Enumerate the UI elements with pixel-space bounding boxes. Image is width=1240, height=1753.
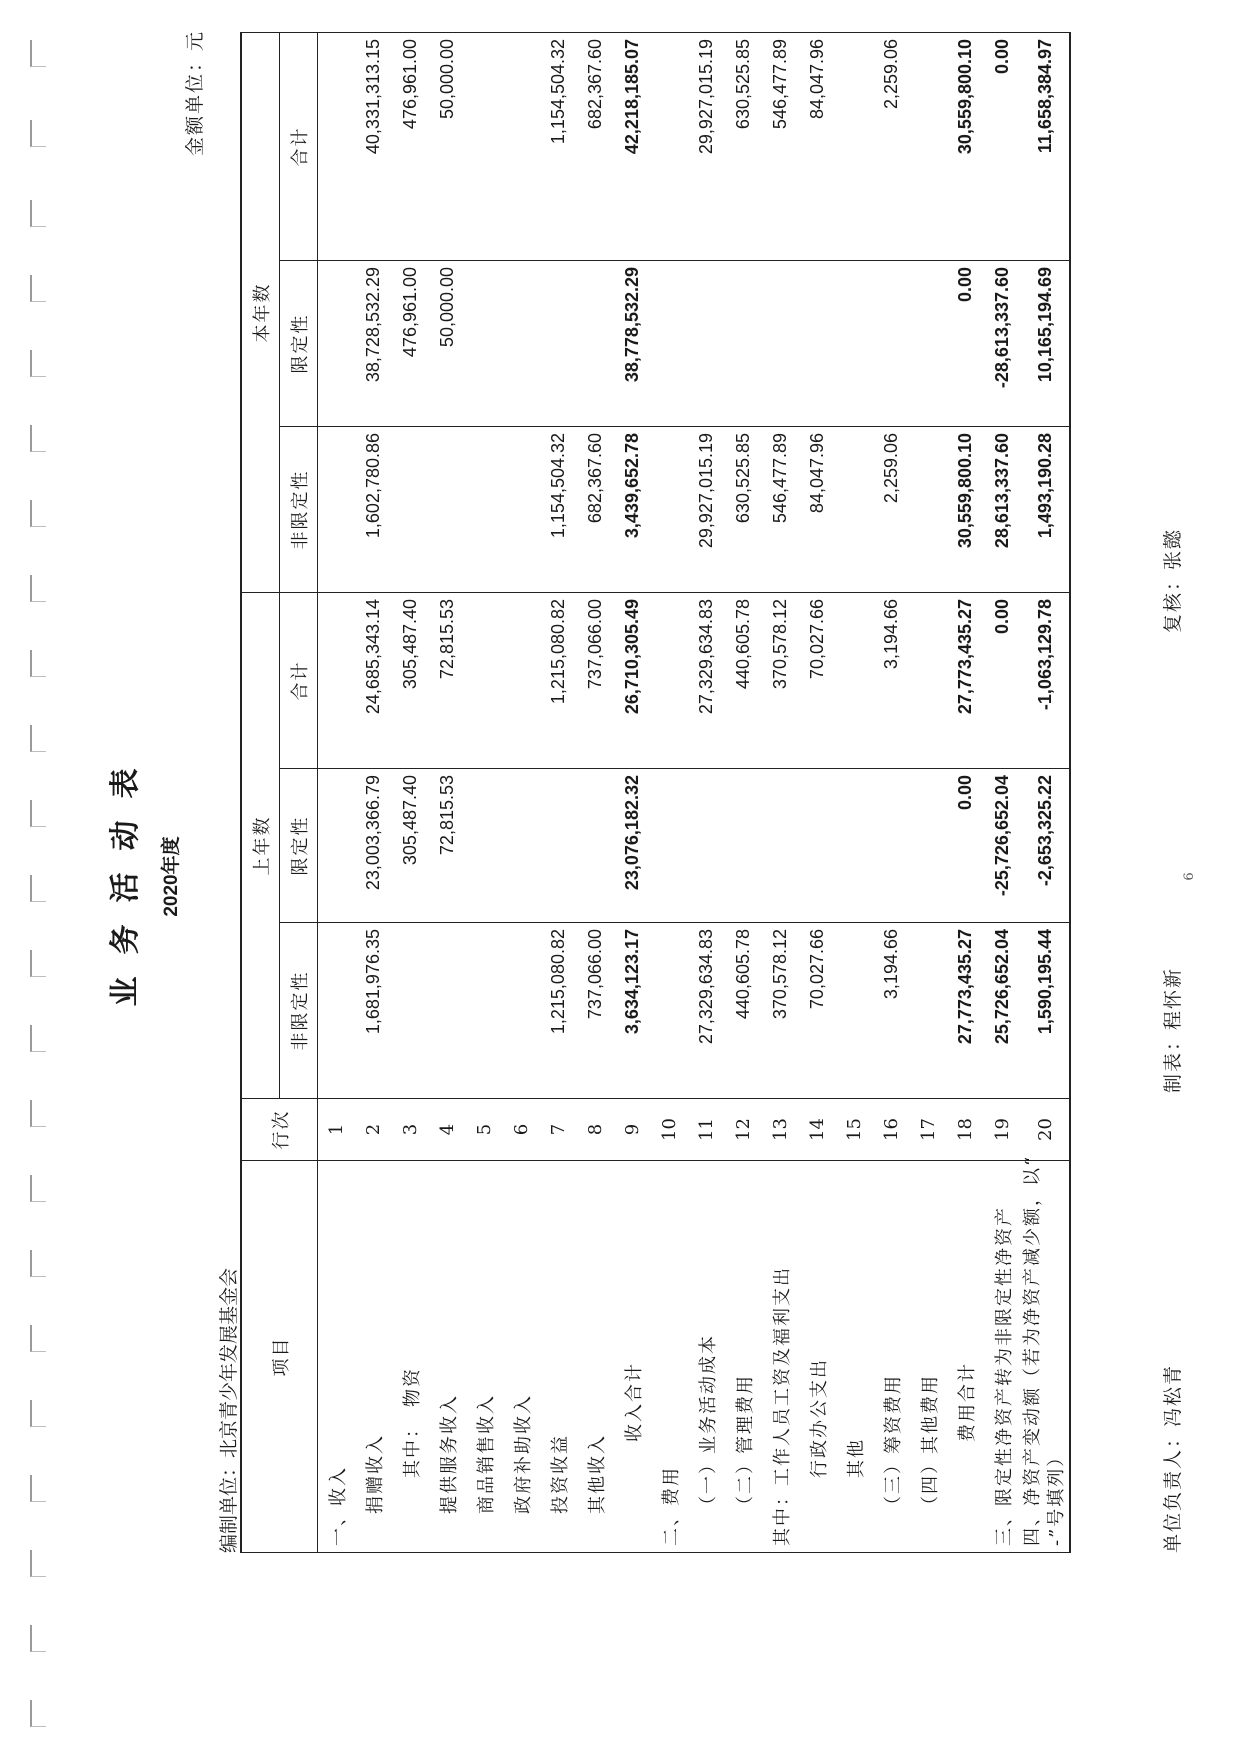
prev-total-cell: 3,194.66 [873,592,910,768]
curr-unrestricted-cell [503,426,540,592]
curr-restricted-cell: 476,961.00 [392,260,429,426]
curr-total-cell [503,32,540,260]
curr-restricted-cell [577,260,614,426]
prev-restricted-cell [577,769,614,923]
row-item: 收入合计 [614,1161,651,1553]
table-row [799,32,836,1552]
curr-unrestricted-cell: 28,613,337.60 [984,426,1021,592]
row-item: 其中：工作人员工资及福利支出 [762,1161,799,1553]
curr-total-cell [466,32,503,260]
table-row [1021,32,1070,1552]
row-line-no: 9 [614,1099,651,1161]
curr-total-cell: 0.00 [984,32,1021,260]
prev-total-cell: 440,605.78 [725,592,762,768]
prev-total-cell: 1,215,080.82 [540,592,577,768]
curr-restricted-cell: 0.00 [947,260,984,426]
curr-unrestricted-cell [910,426,947,592]
curr-total-cell: 40,331,313.15 [355,32,392,260]
prev-restricted-cell [318,769,356,923]
prev-total-cell: 0.00 [984,592,1021,768]
curr-unrestricted-cell: 682,367.60 [577,426,614,592]
prev-restricted-cell [725,769,762,923]
row-line-no: 17 [910,1099,947,1161]
curr-restricted-cell [725,260,762,426]
prev-unrestricted-cell [503,923,540,1099]
header-prev-restricted: 限定性 [280,769,318,923]
table-row-total [614,32,651,1552]
prev-unrestricted-cell: 3,194.66 [873,923,910,1099]
curr-total-cell: 84,047.96 [799,32,836,260]
prev-restricted-cell: 72,815.53 [429,769,466,923]
curr-restricted-cell [540,260,577,426]
row-item: 费用合计 [947,1161,984,1553]
prev-total-cell: -1,063,129.78 [1021,592,1070,768]
row-item: 三、限定性净资产转为非限定性净资产 [984,1161,1021,1553]
table-row [873,32,910,1552]
curr-total-cell [910,32,947,260]
header-curr-restricted: 限定性 [280,260,318,426]
prev-total-cell: 737,066.00 [577,592,614,768]
header-prev-unrestricted: 非限定性 [280,923,318,1099]
row-item: （三）筹资费用 [873,1161,910,1553]
prev-unrestricted-cell: 27,773,435.27 [947,923,984,1099]
prev-unrestricted-cell [318,923,356,1099]
table-row [503,32,540,1552]
row-item: 商品销售收入 [466,1161,503,1553]
curr-unrestricted-cell: 3,439,652.78 [614,426,651,592]
signature-reviewer: 复核：张懿 [1162,527,1184,633]
report-year: 2020年度 [161,836,182,917]
curr-unrestricted-cell: 546,477.89 [762,426,799,592]
curr-total-cell: 11,658,384.97 [1021,32,1070,260]
row-item: （四）其他费用 [910,1161,947,1553]
row-item: 其他 [836,1161,873,1553]
row-line-no: 15 [836,1099,873,1161]
curr-restricted-cell [318,260,356,426]
header-curr-unrestricted: 非限定性 [280,426,318,592]
row-item: 其中： 物资 [392,1161,429,1553]
table-row [762,32,799,1552]
curr-unrestricted-cell: 84,047.96 [799,426,836,592]
table-row [725,32,762,1552]
prev-unrestricted-cell: 27,329,634.83 [688,923,725,1099]
curr-total-cell: 476,961.00 [392,32,429,260]
prev-unrestricted-cell: 440,605.78 [725,923,762,1099]
curr-unrestricted-cell: 29,927,015.19 [688,426,725,592]
prev-restricted-cell [651,769,688,923]
curr-unrestricted-cell: 1,493,190.28 [1021,426,1070,592]
curr-unrestricted-cell: 30,559,800.10 [947,426,984,592]
signature-unit-head: 单位负责人：冯松青 [1162,1363,1184,1553]
curr-restricted-cell [836,260,873,426]
row-line-no: 5 [466,1099,503,1161]
curr-unrestricted-cell: 1,154,504.32 [540,426,577,592]
curr-unrestricted-cell [651,426,688,592]
prev-total-cell [836,592,873,768]
curr-restricted-cell: 38,778,532.29 [614,260,651,426]
prev-restricted-cell: 23,076,182.32 [614,769,651,923]
row-item: 其他收入 [577,1161,614,1553]
prev-total-cell: 24,685,343.14 [355,592,392,768]
row-item: 捐赠收入 [355,1161,392,1553]
table-row [577,32,614,1552]
table-row [318,32,356,1552]
curr-restricted-cell: 10,165,194.69 [1021,260,1070,426]
prev-total-cell [466,592,503,768]
row-line-no: 13 [762,1099,799,1161]
row-item-line2: -”号填列） [1046,1446,1067,1546]
curr-restricted-cell [910,260,947,426]
row-line-no: 7 [540,1099,577,1161]
prev-unrestricted-cell [466,923,503,1099]
header-curr-year: 本年数 [241,32,280,592]
prev-unrestricted-cell: 737,066.00 [577,923,614,1099]
curr-restricted-cell [688,260,725,426]
row-line-no: 14 [799,1099,836,1161]
header-line-no: 行次 [241,1099,318,1161]
row-line-no: 1 [318,1099,356,1161]
row-line-no: 16 [873,1099,910,1161]
curr-unrestricted-cell: 1,602,780.86 [355,426,392,592]
row-line-no: 12 [725,1099,762,1161]
row-line-no: 10 [651,1099,688,1161]
curr-restricted-cell [762,260,799,426]
curr-unrestricted-cell [429,426,466,592]
curr-restricted-cell [503,260,540,426]
prev-unrestricted-cell: 25,726,652.04 [984,923,1021,1099]
curr-unrestricted-cell [392,426,429,592]
prev-total-cell: 26,710,305.49 [614,592,651,768]
row-item: 提供服务收入 [429,1161,466,1553]
prev-unrestricted-cell: 370,578.12 [762,923,799,1099]
table-row [688,32,725,1552]
table-row [910,32,947,1552]
table-row-total [947,32,984,1552]
table-header [241,32,318,1552]
prev-unrestricted-cell: 70,027.66 [799,923,836,1099]
curr-total-cell: 29,927,015.19 [688,32,725,260]
prev-total-cell [318,592,356,768]
prev-restricted-cell [688,769,725,923]
table-row [392,32,429,1552]
curr-total-cell: 682,367.60 [577,32,614,260]
curr-total-cell: 42,218,185.07 [614,32,651,260]
row-item: 二、费用 [651,1161,688,1553]
prev-total-cell: 370,578.12 [762,592,799,768]
curr-total-cell: 2,259.06 [873,32,910,260]
curr-total-cell: 630,525.85 [725,32,762,260]
curr-restricted-cell: 38,728,532.29 [355,260,392,426]
curr-restricted-cell [873,260,910,426]
curr-unrestricted-cell: 2,259.06 [873,426,910,592]
row-line-no: 6 [503,1099,540,1161]
prev-total-cell [651,592,688,768]
header-prev-total: 合计 [280,592,318,768]
row-item: 政府补助收入 [503,1161,540,1553]
curr-unrestricted-cell: 630,525.85 [725,426,762,592]
curr-restricted-cell: -28,613,337.60 [984,260,1021,426]
row-line-no: 20 [1021,1099,1070,1161]
row-line-no: 3 [392,1099,429,1161]
row-item: （二）管理费用 [725,1161,762,1553]
table-row [466,32,503,1552]
prev-unrestricted-cell: 1,681,976.35 [355,923,392,1099]
prev-restricted-cell [503,769,540,923]
prev-restricted-cell [873,769,910,923]
row-line-no: 2 [355,1099,392,1161]
curr-total-cell [318,32,356,260]
curr-unrestricted-cell [318,426,356,592]
table-row [651,32,688,1552]
prev-restricted-cell [466,769,503,923]
prev-restricted-cell [762,769,799,923]
prev-total-cell: 27,773,435.27 [947,592,984,768]
prev-restricted-cell [910,769,947,923]
curr-total-cell: 546,477.89 [762,32,799,260]
row-item-line1: 四、净资产变动额（若为净资产减少额，以“ [1022,1154,1043,1546]
prev-restricted-cell: -25,726,652.04 [984,769,1021,923]
header-item: 项目 [241,1161,318,1553]
prev-unrestricted-cell [651,923,688,1099]
row-line-no: 8 [577,1099,614,1161]
prev-unrestricted-cell [429,923,466,1099]
prev-total-cell: 70,027.66 [799,592,836,768]
row-item: 投资收益 [540,1161,577,1553]
table-row [540,32,577,1552]
prev-total-cell [910,592,947,768]
prev-unrestricted-cell: 1,590,195.44 [1021,923,1070,1099]
row-item: （一）业务活动成本 [688,1161,725,1553]
page-number: 6 [1182,872,1197,881]
curr-unrestricted-cell [836,426,873,592]
table-row [836,32,873,1552]
prev-unrestricted-cell: 3,634,123.17 [614,923,651,1099]
row-item [1021,1154,1070,1553]
prev-unrestricted-cell [836,923,873,1099]
curr-restricted-cell [651,260,688,426]
currency-unit: 金额单位：元 [184,30,206,157]
prev-total-cell: 27,329,634.83 [688,592,725,768]
signature-preparer: 制表：程怀新 [1162,966,1184,1093]
prev-total-cell: 305,487.40 [392,592,429,768]
row-line-no: 4 [429,1099,466,1161]
prev-restricted-cell: 305,487.40 [392,769,429,923]
row-item: 行政办公支出 [799,1161,836,1553]
reporting-organization: 编制单位：北京青少年发展基金会 [218,1267,240,1553]
table-row [355,32,392,1552]
table-row [429,32,466,1552]
prev-unrestricted-cell: 1,215,080.82 [540,923,577,1099]
curr-total-cell [651,32,688,260]
prev-total-cell: 72,815.53 [429,592,466,768]
header-curr-total: 合计 [280,32,318,260]
row-line-no: 19 [984,1099,1021,1161]
curr-restricted-cell: 50,000.00 [429,260,466,426]
prev-restricted-cell: -2,653,325.22 [1021,769,1070,923]
curr-total-cell: 50,000.00 [429,32,466,260]
report-title: 业务活动表 [108,746,143,1007]
prev-restricted-cell: 23,003,366.79 [355,769,392,923]
prev-restricted-cell [799,769,836,923]
curr-total-cell: 30,559,800.10 [947,32,984,260]
row-item: 一、收入 [318,1161,356,1553]
curr-restricted-cell [466,260,503,426]
row-line-no: 11 [688,1099,725,1161]
row-line-no: 18 [947,1099,984,1161]
table-row [984,32,1021,1552]
activity-statement-table [240,32,1071,1553]
prev-restricted-cell [540,769,577,923]
prev-unrestricted-cell [910,923,947,1099]
curr-restricted-cell [799,260,836,426]
prev-total-cell [503,592,540,768]
prev-restricted-cell [836,769,873,923]
table-body [318,32,1071,1552]
curr-unrestricted-cell [466,426,503,592]
prev-restricted-cell: 0.00 [947,769,984,923]
curr-total-cell: 1,154,504.32 [540,32,577,260]
header-prev-year: 上年数 [241,592,280,1098]
prev-unrestricted-cell [392,923,429,1099]
curr-total-cell [836,32,873,260]
